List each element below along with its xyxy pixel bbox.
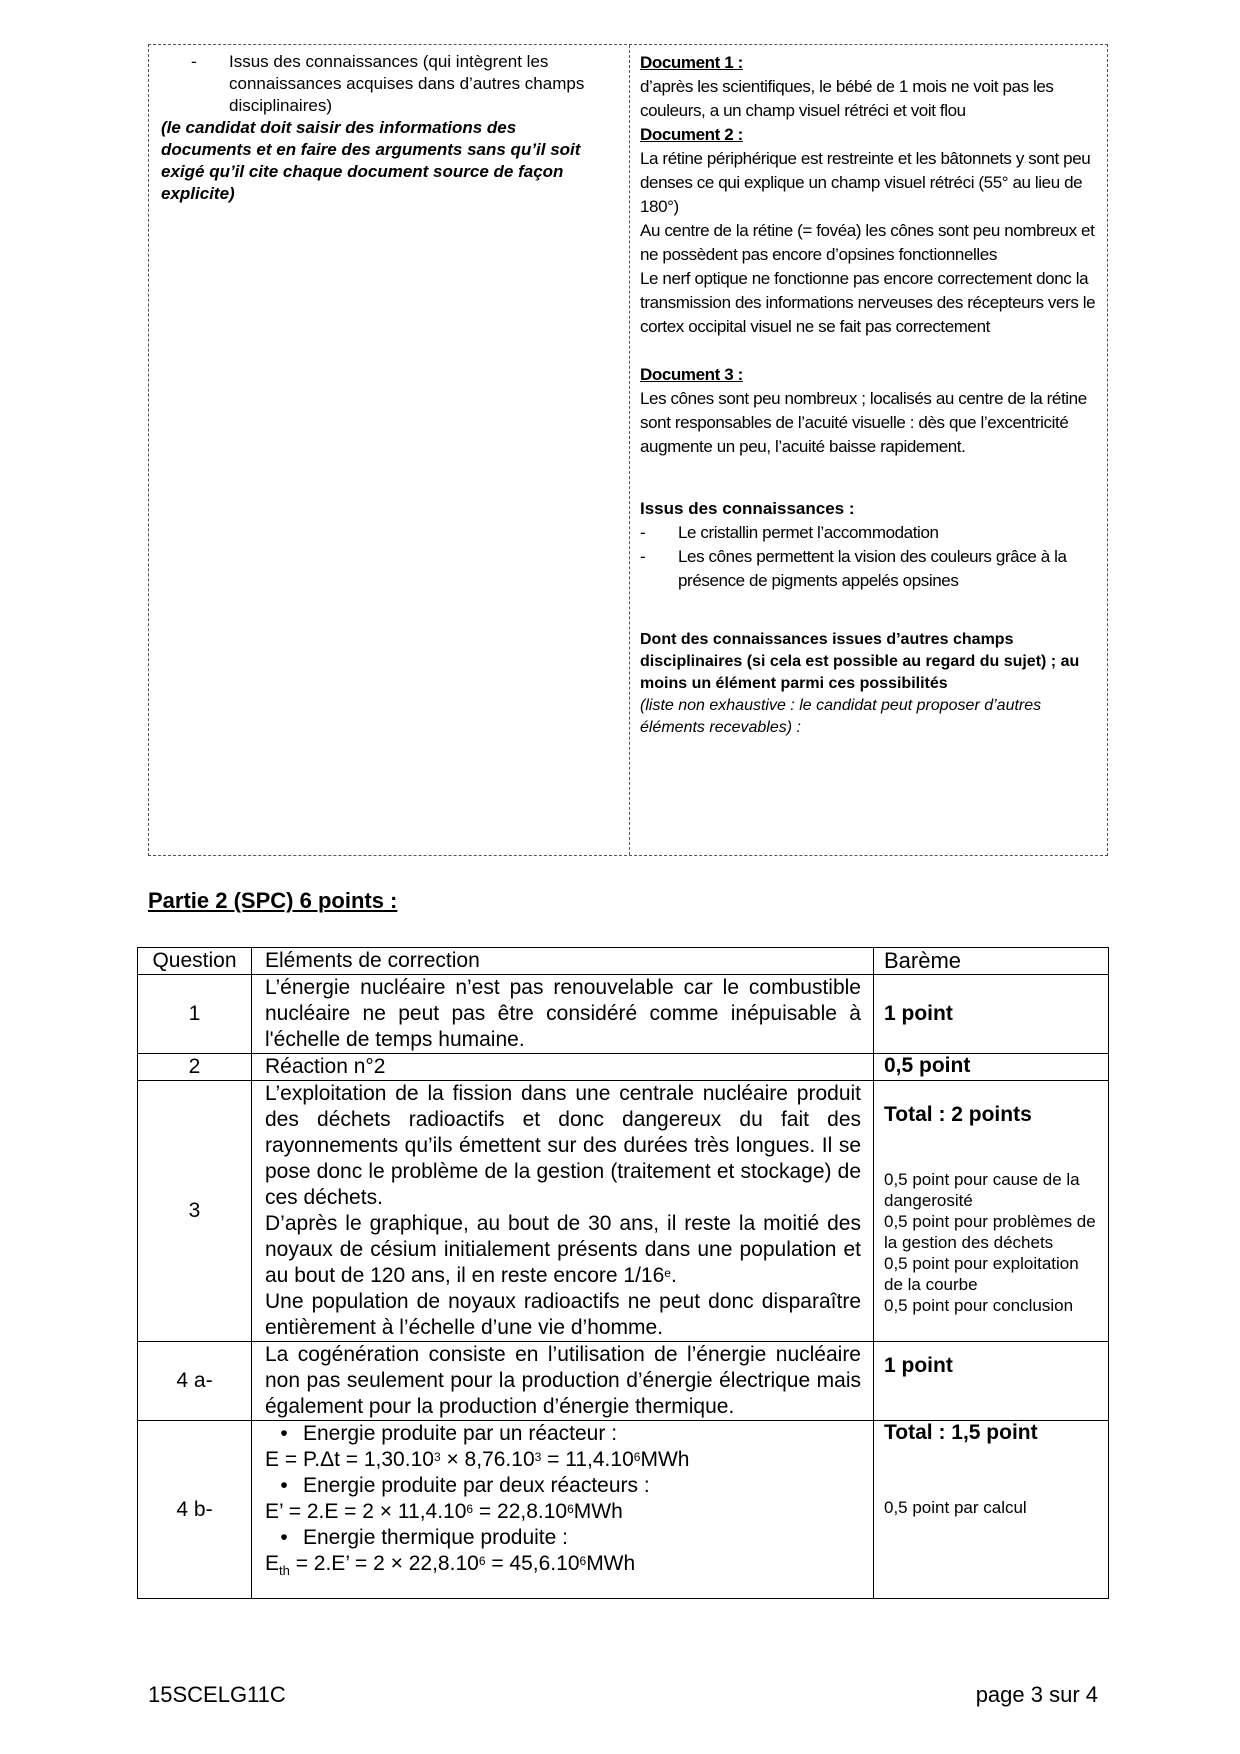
doc3-title: Document 3 : xyxy=(640,365,743,384)
bullet-icon: • xyxy=(280,1526,288,1549)
footer-code: 15SCELG11C xyxy=(148,1682,286,1707)
table-row: 4 b- • Energie produite par un réacteur : $E = P.\Delta t = 1,30.10^3 \times 8,76.10^3 = 11,4.10^6MWh$ • Energie produite par deux réacteurs : E’ = $2.E = 2 \times 11,4.10^6 = 22,8.10^6MWh$ • Energie thermique produite : $E_{th} = 2.E$’ = $2 \times 22,8.10^6 = 45,6.10^6MWh$ Total : 1,5 point 0,5 point par calcul xyxy=(138,1421,1109,1599)
knowledge-item: - Issus des connaissances (qui intègrent les connaissances acquises dans d’autres champs disciplinaires) xyxy=(161,51,611,117)
doc1-text: d’après les scientifiques, le bébé de 1 mois ne voit pas les couleurs, a un champ visuel rétréci et voit flou xyxy=(640,77,1054,120)
header-question: Question xyxy=(138,948,252,975)
score-label: 0,5 point xyxy=(884,1054,971,1077)
score-detail: 0,5 point par calcul xyxy=(884,1498,1027,1517)
knowledge-list-item: - Le cristallin permet l’accommodation xyxy=(640,523,939,542)
table-row: 4 a- La cogénération consiste en l’utilisation de l’énergie nucléaire non pas seulement pour la production d’énergie électrique mais également pour la production d’énergie thermique. 1 point xyxy=(138,1342,1109,1421)
header-elements: Eléments de correction xyxy=(252,948,874,975)
doc3-text: Les cônes sont peu nombreux ; localisés au centre de la rétine sont responsables de l’acuité visuelle : dès que l’excentricité augmente un peu, l’acuité baisse rapidement. xyxy=(640,389,1087,456)
knowledge-title: Issus des connaissances : xyxy=(640,499,855,518)
other-knowledge-title: Dont des connaissances issues d’autres champs disciplinaires (si cela est possible au regard du sujet) ; au moins un élément parmi ces possibilités xyxy=(640,631,1080,692)
doc2-paragraph: Au centre de la rétine (= fovéa) les cônes sont peu nombreux et ne possèdent pas encore d’opsines fonctionnelles xyxy=(640,221,1095,264)
column-divider xyxy=(629,45,630,855)
score-label: 1 point xyxy=(884,1002,953,1025)
table-header-row xyxy=(138,948,1109,975)
bullet-icon: • xyxy=(280,1422,288,1445)
knowledge-item-text: Issus des connaissances (qui intègrent les connaissances acquises dans d’autres champs disciplinaires) xyxy=(229,52,585,115)
table-row: 3 L’exploitation de la fission dans une centrale nucléaire produit des déchets radioactifs et donc dangereux du fait des rayonnements qu’ils émettent sur des durées très longues. Il se pose donc le problème de la gestion (traitement et stockage) de ces déchets. D’après le graphique, au bout de 30 ans, il reste la moitié des noyaux de césium initialement présents dans une population et au bout de 120 ans, il en reste encore 1/16e. Une population de noyaux radioactifs ne peut donc disparaître entièrement à l’échelle d’une vie d’homme. Total : 2 points 0,5 point pour cause de la dangerosité 0,5 point pour problèmes de la gestion des déchets 0,5 point pour exploitation de la courbe 0,5 point pour conclusion xyxy=(138,1081,1109,1342)
part2-heading: Partie 2 (SPC) 6 points : xyxy=(148,888,398,913)
bullet-icon: • xyxy=(280,1474,288,1497)
doc2-paragraph: La rétine périphérique est restreinte et les bâtonnets y sont peu denses ce qui explique un champ visuel rétréci (55° au lieu de 180°) xyxy=(640,149,1091,216)
score-label: 1 point xyxy=(884,1354,953,1377)
correction-grid-box xyxy=(148,44,1108,856)
score-label: Total : 1,5 point xyxy=(884,1421,1038,1444)
score-detail: 0,5 point pour exploitation de la courbe xyxy=(884,1254,1079,1294)
other-knowledge-block xyxy=(640,629,1102,739)
doc2-title: Document 2 : xyxy=(640,125,743,144)
score-detail: 0,5 point pour problèmes de la gestion des déchets xyxy=(884,1212,1096,1252)
scoring-table xyxy=(137,947,1109,1599)
header-bareme: Barème xyxy=(874,948,1109,975)
table-row: 1 L’énergie nucléaire n’est pas renouvelable car le combustible nucléaire ne peut pas être considéré comme inépuisable à l'échelle de temps humaine. 1 point xyxy=(138,975,1109,1054)
doc1-title: Document 1 : xyxy=(640,53,743,72)
doc2-paragraph: Le nerf optique ne fonctionne pas encore correctement donc la transmission des informations nerveuses des récepteurs vers le cortex occipital visuel ne se fait pas correctement xyxy=(640,269,1096,336)
right-column xyxy=(640,51,1102,739)
score-detail: 0,5 point pour conclusion xyxy=(884,1296,1074,1315)
other-knowledge-note: (liste non exhaustive : le candidat peut proposer d’autres éléments recevables) : xyxy=(640,697,1042,736)
score-label: Total : 2 points xyxy=(884,1103,1032,1126)
footer-page-number: page 3 sur 4 xyxy=(975,1682,1098,1707)
knowledge-list-item: - Les cônes permettent la vision des couleurs grâce à la présence de pigments appelés opsines xyxy=(640,547,1067,590)
score-detail: 0,5 point pour cause de la dangerosité xyxy=(884,1170,1080,1210)
left-column xyxy=(161,51,611,205)
table-row: 2 Réaction n°2 0,5 point xyxy=(138,1054,1109,1081)
candidate-note: (le candidat doit saisir des informations des documents et en faire des arguments sans qu’il soit exigé qu’il cite chaque document source de façon explicite) xyxy=(161,118,581,203)
